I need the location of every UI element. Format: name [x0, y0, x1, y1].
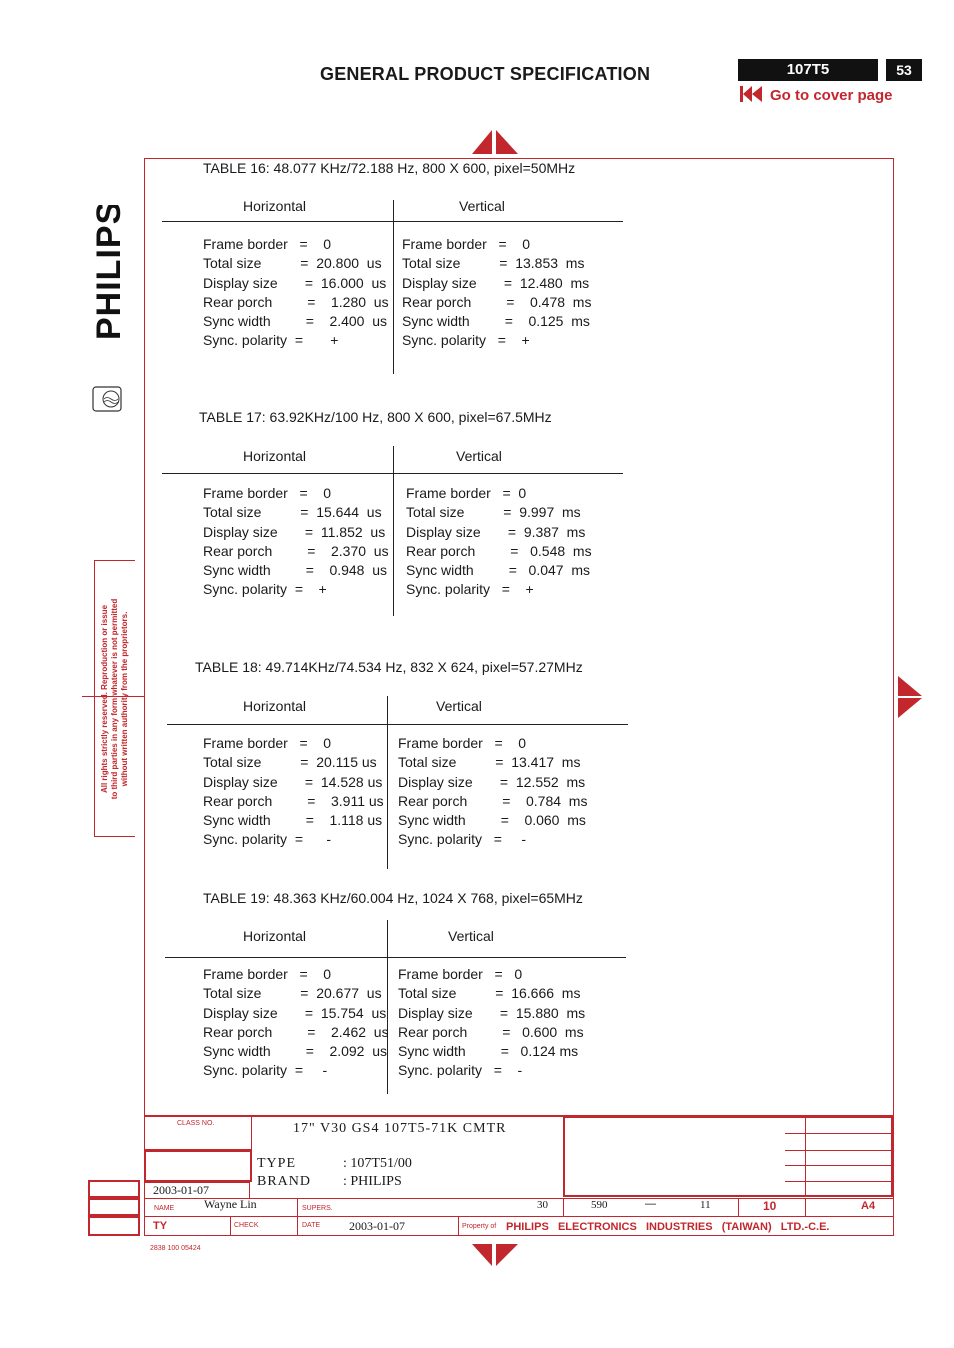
blank-cell: [144, 1150, 252, 1182]
type-value: : 107T51/00: [343, 1156, 412, 1171]
table-divider: [393, 200, 394, 374]
horizontal-params: Frame border = 0 Total size = 15.644 us Display size = 11.852 us Rear porch = 2.370 us Sync width = 0.948 us Sync. polarity = +: [203, 485, 389, 598]
vertical-header: Vertical: [459, 198, 505, 214]
product-description: 17" V30 GS4 107T5-71K CMTR: [293, 1121, 507, 1136]
table-divider: [387, 696, 388, 869]
vertical-params: Frame border = 0 Total size = 9.997 ms Display size = 9.387 ms Rear porch = 0.548 ms Sync width = 0.047 ms Sync. polarity = +: [406, 485, 592, 598]
row-divider: [563, 1198, 564, 1216]
grid-line: [785, 1150, 893, 1151]
grid-box: [88, 1216, 140, 1236]
revision-grid: [563, 1116, 893, 1197]
grid-box: [88, 1180, 140, 1198]
brand-label: BRAND: [257, 1174, 312, 1189]
table-divider: [393, 446, 394, 616]
page-number-badge: 53: [886, 59, 922, 81]
rights-notice: All rights strictly reserved. Reproduction or issue to third parties in any form whatever is not permitted without written authority from the proprietors.: [94, 560, 135, 837]
horizontal-header: Horizontal: [243, 698, 307, 714]
go-to-cover-link[interactable]: [740, 86, 893, 106]
vertical-header: Vertical: [436, 698, 482, 714]
type-label: TYPE: [257, 1156, 296, 1171]
rewind-icon: [740, 86, 762, 106]
previous-page-icon[interactable]: [472, 130, 518, 154]
table-rule: [165, 957, 626, 958]
table-title: TABLE 19: 48.363 KHz/60.004 Hz, 1024 X 768, pixel=65MHz: [203, 890, 583, 906]
vertical-params: Frame border = 0 Total size = 13.853 ms Display size = 12.480 ms Rear porch = 0.478 ms Sync width = 0.125 ms Sync. polarity = +: [402, 236, 592, 349]
go-to-cover-label: Go to cover page: [770, 86, 893, 104]
document-code: 2838 100 05424: [150, 1245, 201, 1252]
date-value: 2003-01-07: [349, 1219, 405, 1233]
vertical-header: Vertical: [456, 448, 502, 464]
horizontal-header: Horizontal: [243, 448, 307, 464]
next-page-icon[interactable]: [898, 676, 924, 718]
row-divider: [805, 1198, 806, 1216]
philips-shield-icon: [92, 386, 122, 417]
row-line: [144, 1216, 894, 1217]
grid-line: [805, 1116, 806, 1197]
next-page-bottom-icon[interactable]: [472, 1244, 518, 1266]
table-title: TABLE 16: 48.077 KHz/72.188 Hz, 800 X 600, pixel=50MHz: [203, 160, 576, 176]
grid-box: [88, 1198, 140, 1216]
vertical-params: Frame border = 0 Total size = 13.417 ms Display size = 12.552 ms Rear porch = 0.784 ms Sync width = 0.060 ms Sync. polarity = -: [398, 735, 588, 848]
row-divider: [738, 1198, 739, 1216]
svg-text:PHILIPS: PHILIPS: [90, 205, 128, 340]
row-divider: [297, 1198, 298, 1236]
horizontal-params: Frame border = 0 Total size = 20.800 us Display size = 16.000 us Rear porch = 1.280 us Sync width = 2.400 us Sync. polarity = +: [203, 236, 389, 349]
table-title: TABLE 17: 63.92KHz/100 Hz, 800 X 600, pixel=67.5MHz: [199, 409, 552, 425]
grid-line: [785, 1133, 893, 1134]
grid-line: [785, 1181, 893, 1182]
grid-line: [785, 1165, 893, 1166]
vertical-header: Vertical: [448, 928, 494, 944]
row-divider: [458, 1216, 459, 1236]
class-no-cell: CLASS NO.: [144, 1115, 252, 1150]
date-cell: 2003-01-07: [144, 1182, 250, 1199]
table-title: TABLE 18: 49.714KHz/74.534 Hz, 832 X 624, pixel=57.27MHz: [195, 659, 583, 675]
table-rule: [167, 724, 628, 725]
company-name: PHILIPS ELECTRONICS INDUSTRIES (TAIWAN) LTD.-C.E.: [506, 1221, 830, 1233]
name-value: Wayne Lin: [204, 1197, 257, 1211]
page-title: GENERAL PRODUCT SPECIFICATION: [320, 64, 651, 84]
model-badge: 107T5: [738, 59, 878, 81]
philips-wordmark: [88, 205, 128, 345]
horizontal-params: Frame border = 0 Total size = 20.677 us Display size = 15.754 us Rear porch = 2.462 us Sync width = 2.092 us Sync. polarity = -: [203, 966, 389, 1079]
horizontal-header: Horizontal: [243, 928, 307, 944]
horizontal-header: Horizontal: [243, 198, 307, 214]
brand-value: : PHILIPS: [343, 1174, 402, 1189]
horizontal-params: Frame border = 0 Total size = 20.115 us Display size = 14.528 us Rear porch = 3.911 us Sync width = 1.118 us Sync. polarity = -: [203, 735, 384, 848]
vertical-params: Frame border = 0 Total size = 16.666 ms Display size = 15.880 ms Rear porch = 0.600 ms Sync width = 0.124 ms Sync. polarity = -: [398, 966, 586, 1079]
row-divider: [230, 1216, 231, 1236]
